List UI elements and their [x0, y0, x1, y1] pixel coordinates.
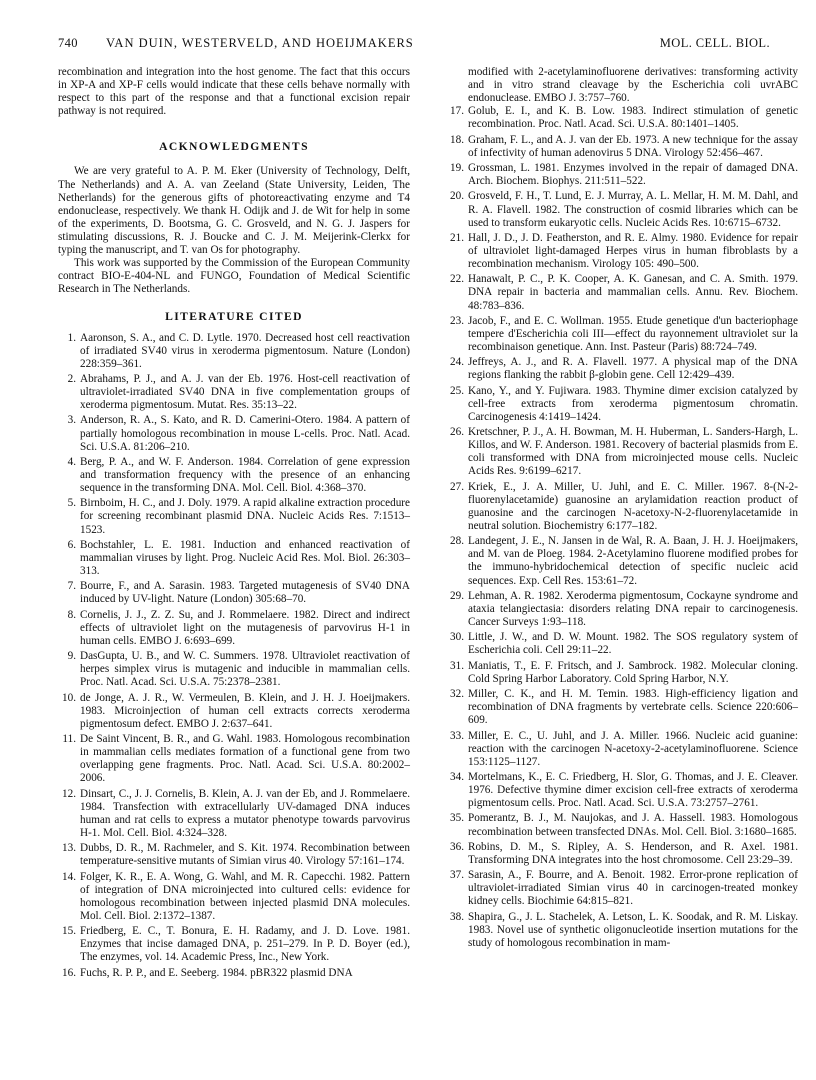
reference-item	[446, 911, 798, 950]
reference-number: 11.	[62, 733, 76, 746]
reference-text: Jeffreys, A. J., and R. A. Flavell. 1977. A physical map of the DNA regions flanking the rabbit β-globin gene. Cell 12:429–439.	[468, 356, 798, 382]
reference-number: 23.	[450, 314, 464, 327]
reference-item	[58, 692, 410, 731]
reference-number: 18.	[450, 133, 464, 146]
reference-number: 31.	[450, 659, 464, 672]
reference-item	[58, 650, 410, 689]
reference-text: Sarasin, A., F. Bourre, and A. Benoit. 1982. Error-prone replication of ultraviolet-irradiated Simian virus 40 in carcinogen-treated monkey kidney cells. Biochimie 64:815–821.	[468, 869, 798, 908]
journal-name: MOL. CELL. BIOL.	[659, 36, 770, 50]
reference-item	[58, 456, 410, 495]
reference-text: Robins, D. M., S. Ripley, A. S. Henderson, and R. Axel. 1981. Transforming DNA integrates into the host chromosome. Cell 23:29–39.	[468, 840, 798, 866]
reference-list-right	[446, 105, 798, 950]
reference-text: Dinsart, C., J. J. Cornelis, B. Klein, A. J. van der Eb, and J. Rommelaere. 1984. Transfection with extracellularly UV-damaged DNA induces human and rat cells to express a mutator phenotype towards parvovirus H-1. Mol. Cell. Biol. 4:324–328.	[80, 787, 410, 839]
acknowledgments-paragraph: We are very grateful to A. P. M. Eker (University of Technology, Delft, The Netherlands) and A. A. van Zeeland (State University, Leiden, The Netherlands) for the generous gifts of photoreactivating enzyme and T4 endonuclease, respectively. We thank H. Odijk and J. de Wit for help in some of the experiments, D. Bootsma, G. C. Grosveld, and N. G. J. Jaspers for stimulating discussions, R. J. Boucke and C. J. M. Meijerink-Clerkx for typing the manuscript, and T. van Os for photography.	[58, 165, 410, 257]
reference-number: 35.	[450, 812, 464, 825]
reference-number: 38.	[450, 910, 464, 923]
reference-number: 36.	[450, 840, 464, 853]
reference-number: 20.	[450, 190, 464, 203]
reference-number: 32.	[450, 688, 464, 701]
reference-continuation: modified with 2-acetylaminofluorene derivatives: transforming activity and in vitro strand cleavage by the Escherichia coli uvrABC endonuclease. EMBO J. 3:757–760.	[468, 66, 798, 105]
running-authors: VAN DUIN, WESTERVELD, AND HOEIJMAKERS	[106, 36, 414, 50]
reference-list-left	[58, 332, 410, 980]
reference-text: Jacob, F., and E. C. Wollman. 1955. Etude genetique d'un bacteriophage tempere d'Escherichia coli III—effect du rayonnement ultraviolet sur la recombinaison genetique. Ann. Inst. Pasteur (Paris) 88:724–749.	[468, 314, 798, 353]
reference-number: 28.	[450, 535, 464, 548]
reference-number: 13.	[62, 842, 76, 855]
reference-item	[58, 539, 410, 578]
reference-item	[446, 730, 798, 769]
reference-number: 12.	[62, 787, 76, 800]
reference-text: Hall, J. D., J. D. Featherston, and R. E. Almy. 1980. Evidence for repair of ultraviolet light-damaged Herpes virus in human fibroblasts by a recombination mechanism. Virology 105: 490–500.	[468, 231, 798, 271]
reference-item	[58, 580, 410, 606]
funding-paragraph: This work was supported by the Commission of the European Community contract BIO-E-404-NL and FUNGO, Foundation of Medical Scientific Research in The Netherlands.	[58, 257, 410, 296]
reference-item	[446, 869, 798, 908]
reference-number: 27.	[450, 480, 464, 493]
reference-item	[446, 481, 798, 533]
reference-text: de Jonge, A. J. R., W. Vermeulen, B. Klein, and J. H. J. Hoeijmakers. 1983. Microinjection of human cell extracts corrects xeroderma pigmentosum defect. EMBO J. 2:637–641.	[80, 691, 410, 730]
reference-item	[58, 871, 410, 923]
reference-text: Kretschner, P. J., A. H. Bowman, M. H. Huberman, L. Sanders-Hargh, L. Killos, and W. F. Anderson. 1981. Recovery of bacterial plasmids from E. coli transformed with DNA from microinjected mouse cells. Nucleic Acids Res. 9:6199–6217.	[468, 426, 799, 478]
reference-item	[446, 134, 798, 160]
page-header	[58, 36, 776, 54]
reference-item	[58, 733, 410, 785]
reference-text: Miller, C. K., and H. M. Temin. 1983. High-efficiency ligation and recombination of DNA fragments by vertebrate cells. Science 220:606–609.	[468, 688, 798, 727]
reference-text: Mortelmans, K., E. C. Friedberg, H. Slor, G. Thomas, and J. E. Cleaver. 1976. Defective thymine dimer excision cell-free extracts of xeroderma pigmentosum cells. Proc. Natl. Acad. Sci. U.S.A. 73:2757–2761.	[468, 770, 798, 810]
reference-item	[446, 771, 798, 810]
reference-text: Hanawalt, P. C., P. K. Cooper, A. K. Ganesan, and C. A. Smith. 1979. DNA repair in bacteria and mammalian cells. Annu. Rev. Biochem. 48:783–836.	[468, 273, 798, 312]
reference-number: 6.	[67, 538, 76, 551]
reference-text: Abrahams, P. J., and A. J. van der Eb. 1976. Host-cell reactivation of ultraviolet-irradiated SV40 DNA in five complementation groups of xeroderma pigmentosum. Mutat. Res. 35:13–22.	[80, 372, 410, 412]
reference-number: 9.	[67, 650, 76, 663]
reference-number: 25.	[450, 384, 464, 397]
reference-text: Folger, K. R., E. A. Wong, G. Wahl, and M. R. Capecchi. 1982. Pattern of integration of DNA microinjected into cultured cells: evidence for homologous recombination between injected plasmid DNA molecules. Mol. Cell. Biol. 2:1372–1387.	[80, 870, 410, 922]
reference-item	[446, 660, 798, 686]
reference-item	[58, 788, 410, 840]
reference-number: 2.	[67, 372, 76, 385]
reference-item	[446, 688, 798, 727]
reference-text: Graham, F. L., and A. J. van der Eb. 1973. A new technique for the assay of infectivity of human adenovirus 5 DNA. Virology 52:456–467.	[468, 133, 798, 159]
reference-text: Kriek, E., J. A. Miller, U. Juhl, and E. C. Miller. 1967. 8-(N-2-fluorenylacetamide) guanosine an arylamidation reaction product of guanosine and the carcinogen N-acetoxy-N-2-fluorenylacetamide in neutral solution. Biochemistry 6:177–182.	[468, 480, 798, 532]
reference-text: Little, J. W., and D. W. Mount. 1982. The SOS regulatory system of Escherichia coli. Cell 29:11–22.	[468, 631, 798, 657]
acknowledgments-heading: ACKNOWLEDGMENTS	[159, 140, 309, 154]
reference-text: Grosveld, F. H., T. Lund, E. J. Murray, A. L. Mellar, H. M. M. Dahl, and R. A. Flavell. 1982. The construction of cosmid libraries which can be used to transform eukaryotic cells. Nucleic Acids Res. 10:6715–6732.	[468, 190, 798, 229]
reference-number: 26.	[450, 426, 464, 439]
reference-number: 1.	[67, 331, 76, 344]
reference-text: Lehman, A. R. 1982. Xeroderma pigmentosum, Cockayne syndrome and ataxia telangiectasia: disorders relating DNA repair to carcinogenesis. Cancer Surveys 1:93–118.	[468, 589, 798, 628]
left-column	[58, 66, 410, 982]
reference-number: 3.	[67, 414, 76, 427]
reference-item	[446, 841, 798, 867]
reference-number: 21.	[450, 231, 464, 244]
reference-text: De Saint Vincent, B. R., and G. Wahl. 1983. Homologous recombination in mammalian cells mediates formation of a functional gene from two overlapping gene fragments. Proc. Natl. Acad. Sci. U.S.A. 80:2002–2006.	[80, 733, 410, 785]
reference-number: 15.	[62, 925, 76, 938]
reference-text: Aaronson, S. A., and C. D. Lytle. 1970. Decreased host cell reactivation of irradiated SV40 virus in xeroderma pigmentosum. Nature (London) 228:359–361.	[80, 331, 410, 370]
reference-text: Miller, E. C., U. Juhl, and J. A. Miller. 1966. Nucleic acid guanine: reaction with the carcinogen N-acetoxy-2-acetylaminofluorene. Science 153:1125–1127.	[468, 729, 798, 768]
right-column	[446, 66, 798, 952]
reference-item	[446, 190, 798, 229]
literature-cited-heading: LITERATURE CITED	[165, 310, 303, 324]
reference-number: 22.	[450, 273, 464, 286]
reference-item	[446, 590, 798, 629]
page-number: 740	[58, 36, 78, 50]
reference-item	[58, 332, 410, 371]
reference-text: Fuchs, R. P. P., and E. Seeberg. 1984. pBR322 plasmid DNA	[80, 966, 353, 979]
reference-item	[446, 426, 798, 478]
reference-number: 29.	[450, 589, 464, 602]
reference-text: Dubbs, D. R., M. Rachmeler, and S. Kit. 1974. Recombination between temperature-sensitive mutants of Simian virus 40. Virology 57:161–174.	[80, 842, 410, 868]
reference-text: Shapira, G., J. L. Stachelek, A. Letson, L. K. Soodak, and R. M. Liskay. 1983. Novel use of synthetic oligonucleotide insertion mutations for the study of homologous recombination in mam-	[468, 910, 798, 949]
reference-text: Golub, E. I., and K. B. Low. 1983. Indirect stimulation of genetic recombination. Proc. Natl. Acad. Sci. U.S.A. 80:1401–1405.	[468, 105, 798, 131]
reference-number: 34.	[450, 770, 464, 783]
reference-number: 8.	[67, 608, 76, 621]
reference-item	[446, 631, 798, 657]
reference-item	[58, 414, 410, 453]
reference-text: Grossman, L. 1981. Enzymes involved in the repair of damaged DNA. Arch. Biochem. Biophys. 211:511–522.	[468, 162, 798, 188]
reference-item	[446, 232, 798, 271]
reference-text: Kano, Y., and Y. Fujiwara. 1983. Thymine dimer excision catalyzed by cell-free extracts from xeroderma pigmentosum chromatin. Carcinogenesis 4:1419–1424.	[468, 384, 798, 423]
reference-item	[58, 925, 410, 964]
reference-number: 30.	[450, 631, 464, 644]
reference-number: 37.	[450, 869, 464, 882]
reference-number: 4.	[67, 455, 76, 468]
reference-number: 19.	[450, 162, 464, 175]
reference-number: 17.	[450, 105, 464, 118]
reference-text: Berg, P. A., and W. F. Anderson. 1984. Correlation of gene expression and transformation frequency with the presence of an enhancing sequence in the transforming DNA. Mol. Cell. Biol. 4:368–370.	[80, 455, 410, 495]
reference-number: 24.	[450, 356, 464, 369]
reference-text: Bourre, F., and A. Sarasin. 1983. Targeted mutagenesis of SV40 DNA induced by UV-light. Nature (London) 305:68–70.	[80, 580, 410, 606]
reference-item	[58, 967, 410, 980]
reference-text: Birnboim, H. C., and J. Doly. 1979. A rapid alkaline extraction procedure for screening recombinant plasmid DNA. Nucleic Acids Res. 7:1513–1523.	[80, 497, 410, 536]
reference-text: Cornelis, J. J., Z. Z. Su, and J. Rommelaere. 1982. Direct and indirect effects of ultraviolet light on the mutagenesis of parvovirus H-1 in human cells. EMBO J. 6:693–699.	[80, 608, 410, 647]
reference-text: Friedberg, E. C., T. Bonura, E. H. Radamy, and J. D. Love. 1981. Enzymes that incise damaged DNA, p. 251–279. In P. D. Boyer (ed.), The enzymes, vol. 14. Academic Press, Inc., New York.	[80, 925, 410, 964]
reference-item	[58, 842, 410, 868]
reference-item	[446, 273, 798, 312]
reference-text: Landegent, J. E., N. Jansen in de Wal, R. A. Baan, J. H. J. Hoeijmakers, and M. van de Ploeg. 1984. 2-Acetylamino fluorene modified probes for the immuno-hybridochemical detection of specific nucleic acid sequences. Exp. Cell Res. 153:61–72.	[468, 535, 798, 587]
reference-item	[58, 609, 410, 648]
reference-text: Anderson, R. A., S. Kato, and R. D. Camerini-Otero. 1984. A pattern of partially homologous recombination in mouse L-cells. Proc. Natl. Acad. Sci. U.S.A. 81:206–210.	[80, 414, 410, 453]
reference-number: 14.	[62, 870, 76, 883]
reference-text: Maniatis, T., E. F. Fritsch, and J. Sambrock. 1982. Molecular cloning. Cold Spring Harbor Laboratory. Cold Spring Harbor, N.Y.	[468, 659, 798, 685]
reference-number: 5.	[67, 497, 76, 510]
reference-item	[446, 162, 798, 188]
reference-item	[446, 315, 798, 354]
reference-item	[446, 812, 798, 838]
reference-item	[58, 497, 410, 536]
reference-item	[58, 373, 410, 412]
intro-paragraph: recombination and integration into the host genome. The fact that this occurs in XP-A and XP-F cells would indicate that these cells behave normally with respect to this part of the response and that a functional excision repair pathway is not required.	[58, 66, 410, 118]
reference-number: 7.	[67, 580, 76, 593]
reference-item	[446, 385, 798, 424]
reference-number: 10.	[62, 691, 76, 704]
reference-item	[446, 356, 798, 382]
reference-number: 33.	[450, 729, 464, 742]
reference-number: 16.	[62, 966, 76, 979]
reference-text: Pomerantz, B. J., M. Naujokas, and J. A. Hassell. 1983. Homologous recombination between transfected DNAs. Mol. Cell. Biol. 3:1680–1685.	[468, 812, 798, 838]
reference-item	[446, 105, 798, 131]
reference-text: DasGupta, U. B., and W. C. Summers. 1978. Ultraviolet reactivation of herpes simplex virus is mutagenic and inducible in mammalian cells. Proc. Natl. Acad. Sci. U.S.A. 75:2378–2381.	[80, 650, 410, 689]
reference-item	[446, 535, 798, 587]
reference-text: Bochstahler, L. E. 1981. Induction and enhanced reactivation of mammalian viruses by light. Prog. Nucleic Acid Res. Mol. Biol. 26:303–313.	[80, 538, 410, 578]
